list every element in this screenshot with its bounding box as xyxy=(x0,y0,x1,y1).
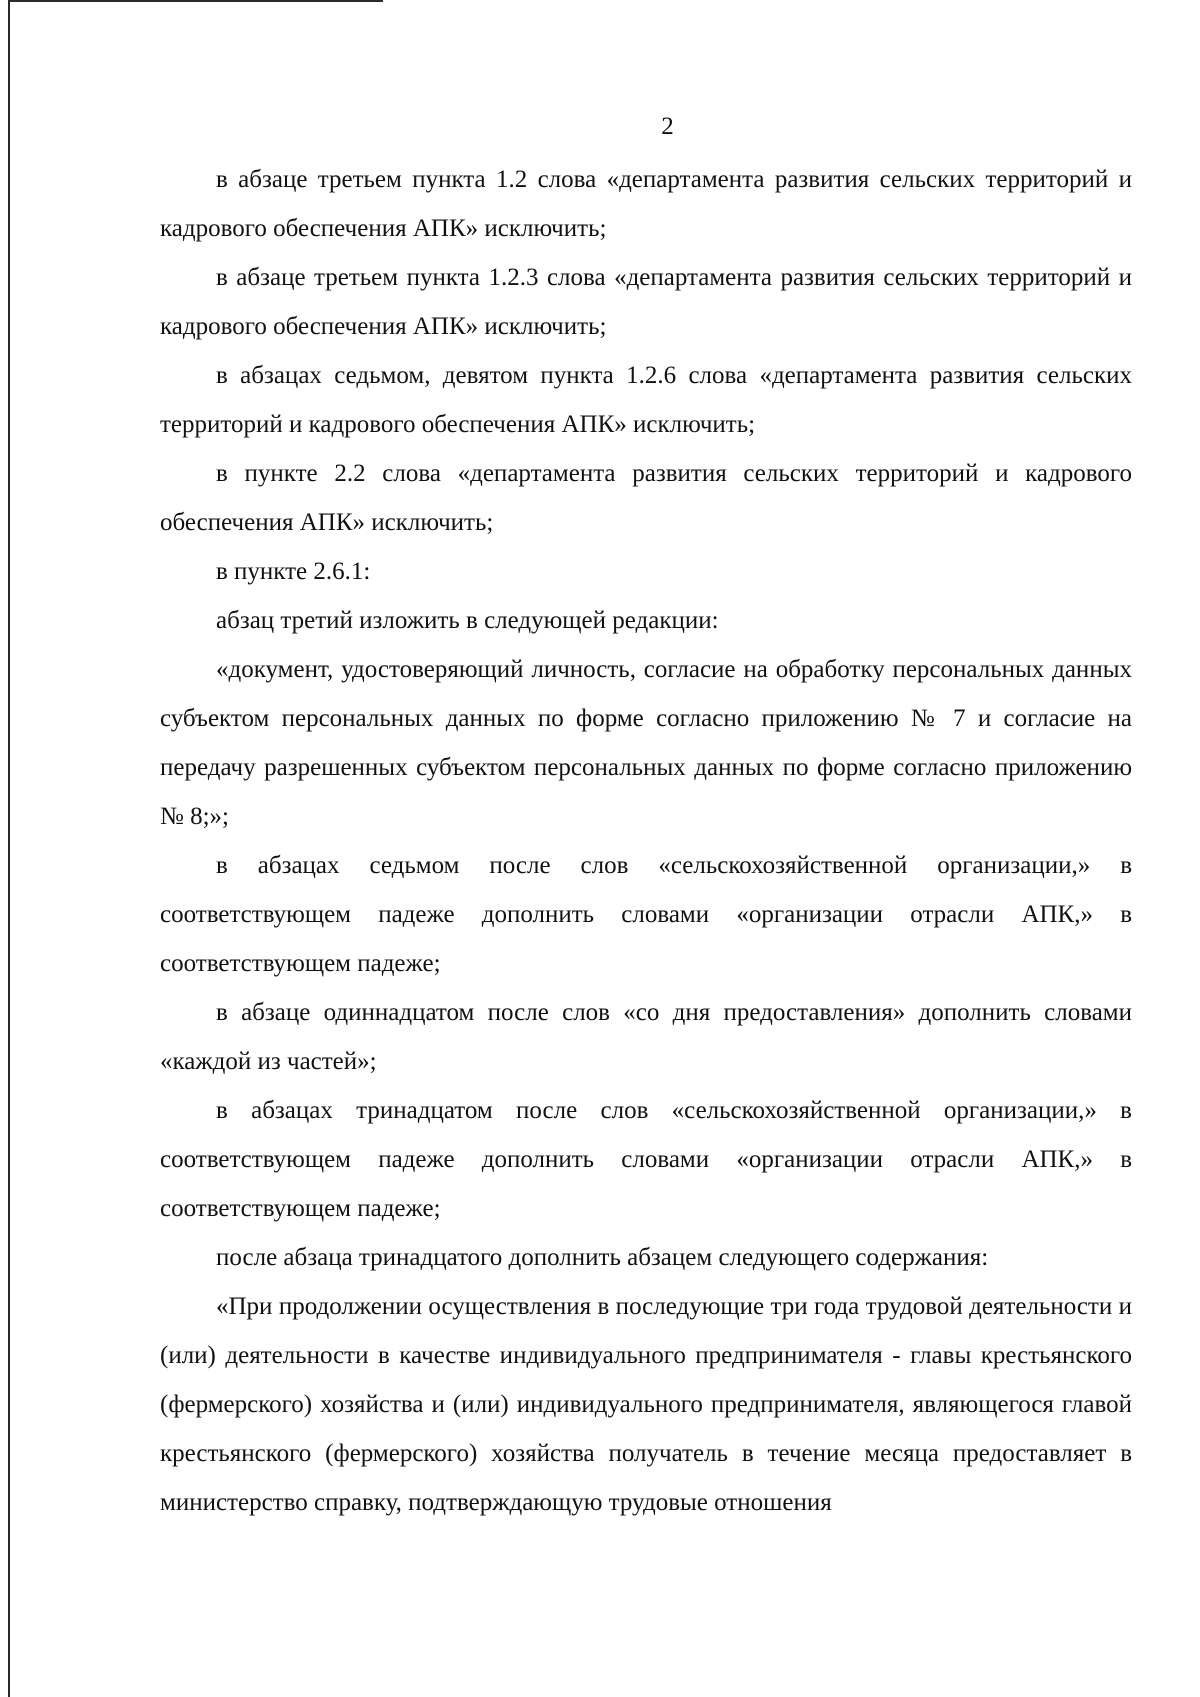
paragraph-9: в абзаце одиннадцатом после слов «со дня предоставления» дополнить словами «каждой из частей»; xyxy=(160,999,1132,1075)
top-border-line xyxy=(8,0,383,2)
page-number: 2 xyxy=(661,113,674,140)
paragraph-1: в абзаце третьем пункта 1.2 слова «департамента развития сельских территорий и кадрового обеспечения АПК» исключить; xyxy=(160,166,1132,242)
paragraph-3: в абзацах седьмом, девятом пункта 1.2.6 слова «департамента развития сельских территорий и кадрового обеспечения АПК» исключить; xyxy=(160,362,1132,438)
paragraph-7: «документ, удостоверяющий личность, согласие на обработку персональных данных субъектом персональных данных по форме согласно приложению № 7 и согласие на передачу разрешенных субъектом персональных данных по форме согласно приложению № 8;»; xyxy=(160,656,1132,830)
paragraph-8: в абзацах седьмом после слов «сельскохозяйственной организации,» в соответствующем падеже дополнить словами «организации отрасли АПК,» в соответствующем падеже; xyxy=(160,852,1132,977)
paragraph-6: абзац третий изложить в следующей редакции: xyxy=(216,607,719,634)
paragraph-11: после абзаца тринадцатого дополнить абзацем следующего содержания: xyxy=(216,1244,989,1271)
paragraph-2: в абзаце третьем пункта 1.2.3 слова «департамента развития сельских территорий и кадрового обеспечения АПК» исключить; xyxy=(160,264,1132,340)
paragraph-10: в абзацах тринадцатом после слов «сельскохозяйственной организации,» в соответствующем падеже дополнить словами «организации отрасли АПК,» в соответствующем падеже; xyxy=(160,1097,1132,1222)
paragraph-5: в пункте 2.6.1: xyxy=(216,558,371,585)
document-body xyxy=(160,155,1132,1527)
paragraph-12: «При продолжении осуществления в последующие три года трудовой деятельности и (или) деятельности в качестве индивидуального предпринимателя - главы крестьянского (фермерского) хозяйства и (или) индивидуального предпринимателя, являющегося главой крестьянского (фермерского) хозяйства получатель в течение месяца предоставляет в министерство справку, подтверждающую трудовые отношения xyxy=(160,1293,1132,1516)
left-border-line xyxy=(8,0,10,1697)
paragraph-4: в пункте 2.2 слова «департамента развития сельских территорий и кадрового обеспечения АПК» исключить; xyxy=(160,460,1132,536)
